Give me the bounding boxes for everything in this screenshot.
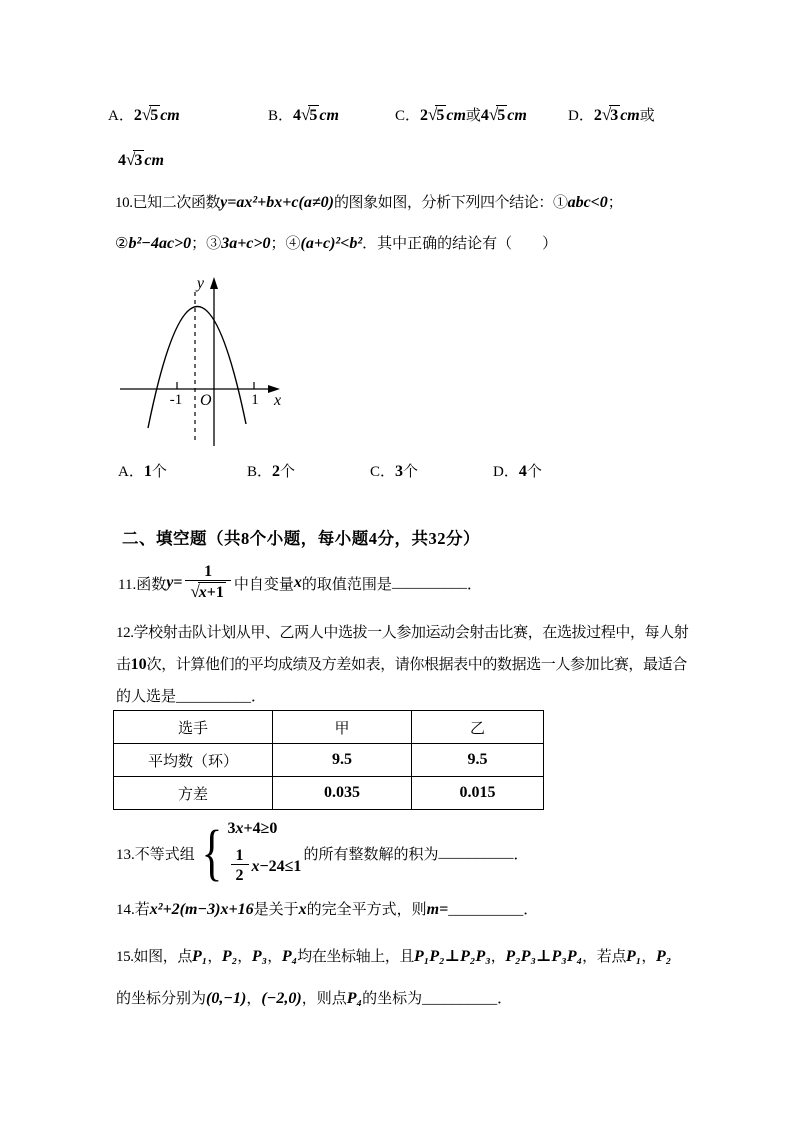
tok-mn: 2 <box>593 107 602 124</box>
tok-cn: 个 <box>280 464 296 480</box>
tok-cn: 或 <box>465 108 481 124</box>
tok-mi: cm <box>160 107 180 124</box>
tok-mn: 10 <box>130 656 147 673</box>
system-line <box>228 847 302 887</box>
tok-bl: __________ <box>176 689 252 705</box>
tok-cn: 击 <box>116 657 131 673</box>
q9-option-a <box>108 104 180 125</box>
q15-stem-line-1 <box>116 945 671 966</box>
tok-cn: 均在坐标轴上，且 <box>297 949 415 965</box>
tok-cn: ，则点 <box>301 991 347 1007</box>
tok-mn: 4 <box>118 152 126 169</box>
tok-mi: cm <box>507 107 527 124</box>
radicand <box>609 105 620 125</box>
tok-mn: 2 <box>420 107 429 124</box>
q10-option-d <box>493 460 542 481</box>
tok-cn: 11.函数 <box>118 576 167 593</box>
tok-mi: cm <box>620 107 640 124</box>
tok-mi: m= <box>426 901 449 918</box>
tok-mi: P₂ <box>221 948 238 965</box>
square-root <box>142 105 160 125</box>
tok-mi: (−2,0) <box>261 990 302 1007</box>
tok-bl: __________ <box>391 574 467 591</box>
radicand <box>496 105 507 125</box>
tok-mi: cm <box>144 152 164 169</box>
tok-mi: cm <box>319 107 339 124</box>
tok-cn: 中自变量 <box>233 576 294 593</box>
tok-cn: 的取值范围是 <box>301 576 392 593</box>
q14-stem <box>116 898 538 919</box>
tok-mi: x <box>235 819 244 837</box>
tok-mn: 2 <box>235 867 244 885</box>
parabola-curve <box>148 306 246 428</box>
q9-option-c <box>395 104 527 125</box>
tok-cn: 或 <box>639 108 655 124</box>
tok-mn: 4 <box>480 107 489 124</box>
tok-cn: 个 <box>151 464 167 480</box>
tok-mn: +4≥0 <box>243 819 278 837</box>
tok-mn: 3 <box>134 152 143 169</box>
tok-mi: y=ax²+bx+c(a≠0) <box>220 194 334 211</box>
cell-player-yi: 乙 <box>412 711 544 744</box>
fraction-numerator <box>231 847 249 865</box>
tok-cn: ， <box>246 991 262 1007</box>
tok-cn: ． <box>497 991 513 1007</box>
tok-cn: ． <box>466 576 482 593</box>
q10-option-c <box>370 460 418 481</box>
tok-mn: 5 <box>150 107 159 124</box>
q10-option-b <box>247 460 295 481</box>
tok-mn: 5 <box>436 107 445 124</box>
radicand <box>198 582 226 602</box>
table-row-header <box>114 711 544 744</box>
inequality-system <box>197 820 302 887</box>
tok-cn: 的完全平方式，则 <box>306 902 427 918</box>
tok-mi: b²−4ac>0 <box>128 235 192 252</box>
y-axis-arrow <box>210 277 218 289</box>
tok-cn: C． <box>370 464 396 480</box>
tok-mi: x <box>298 901 307 918</box>
radical-sign: √ <box>126 150 136 169</box>
cell-mean-label: 平均数（环） <box>114 744 273 777</box>
cell-variance-label: 方差 <box>114 777 273 810</box>
fraction-numerator <box>199 563 217 581</box>
tok-cn: ， <box>267 949 282 965</box>
y-axis-label: y <box>196 275 204 292</box>
tok-cn: 12.学校射击队计划从甲、乙两人中选拔一人参加运动会射击比赛，在选拔过程中，每人射 <box>116 625 689 641</box>
tok-mi: abc<0 <box>567 194 608 211</box>
tok-mi: P₄ <box>346 990 363 1007</box>
q10-stem-line-1 <box>115 191 622 212</box>
tok-cn: 14.若 <box>116 902 150 918</box>
shooting-stats-table <box>113 710 544 810</box>
q12-stem-line-1 <box>116 621 688 642</box>
cell-mean-yi: 9.5 <box>412 744 544 777</box>
tok-bl: __________ <box>422 991 498 1007</box>
q9-option-b <box>268 104 339 125</box>
tick-label-neg-1: -1 <box>169 392 183 408</box>
tok-cn: 的图象如图，分析下列四个结论：① <box>333 195 568 211</box>
radical-sign: √ <box>488 105 499 124</box>
tok-mi: P₂ <box>655 948 672 965</box>
q12-stem-line-3 <box>116 685 266 706</box>
tok-bl: __________ <box>448 902 524 918</box>
tok-cn: A． <box>118 464 144 480</box>
tok-mi: P₄ <box>281 948 298 965</box>
radical-sign: √ <box>301 105 311 124</box>
tok-mn: 2 <box>272 463 281 480</box>
radicand <box>133 150 144 170</box>
tok-mi: cm <box>446 107 466 124</box>
tok-cn: ；③ <box>191 236 222 252</box>
parabola-figure <box>118 272 290 458</box>
tok-mn: 4 <box>518 463 527 480</box>
tok-cn: 的坐标分别为 <box>116 991 207 1007</box>
q9-option-d-continued <box>118 150 164 170</box>
tok-cn: ； <box>607 195 623 211</box>
tok-cn: 的人选是 <box>116 689 177 705</box>
tok-mn: = <box>173 574 183 591</box>
q11-stem <box>118 556 482 610</box>
tok-cn: 个 <box>526 464 542 480</box>
tok-cn: 13.不等式组 <box>116 846 195 863</box>
table-row-variance <box>114 777 544 810</box>
tok-cn: ． <box>513 846 529 863</box>
square-root <box>301 105 319 125</box>
radicand <box>308 105 319 125</box>
square-root <box>190 582 225 602</box>
tok-mn: 3 <box>227 819 236 837</box>
tok-mn: 5 <box>309 107 318 124</box>
tok-mi: x <box>198 584 207 602</box>
tok-cn: ， <box>490 949 506 965</box>
tok-cn: ，若点 <box>582 949 626 965</box>
tok-mn: 4 <box>293 107 302 124</box>
tok-cn: 的所有整数解的积为 <box>303 846 439 863</box>
tok-mn: 1 <box>204 562 213 580</box>
tok-mi: x <box>293 574 302 591</box>
tok-mi: P₁ <box>625 948 642 965</box>
tok-cn: A． <box>108 108 134 124</box>
fraction <box>231 847 249 887</box>
square-root <box>428 105 446 125</box>
tok-cn: B． <box>247 464 273 480</box>
tok-cn: ， <box>237 949 252 965</box>
x-axis-label: x <box>274 392 282 409</box>
tok-mi: (a+c)²<b² <box>300 235 363 252</box>
left-brace: { <box>201 818 223 887</box>
q13-stem <box>116 817 528 889</box>
tok-mi: (0,−1) <box>206 990 247 1007</box>
cell-player-label: 选手 <box>114 711 273 744</box>
tok-cn: 的坐标为 <box>362 991 423 1007</box>
tok-mn: 3 <box>610 107 619 124</box>
q9-option-d <box>568 104 655 125</box>
origin-label: O <box>200 392 212 409</box>
tok-cn: 个 <box>403 464 419 480</box>
tok-mi: P₁P₂⊥P₂P₃ <box>414 948 491 965</box>
cell-variance-yi: 0.015 <box>412 777 544 810</box>
tok-cn: D． <box>493 464 519 480</box>
tok-cn: ， <box>207 949 222 965</box>
cell-variance-jia: 0.035 <box>273 777 412 810</box>
tok-mi: P₁ <box>191 948 208 965</box>
tok-mi: P₃ <box>251 948 268 965</box>
radical-sign: √ <box>190 582 200 602</box>
tok-mn: 5 <box>497 107 506 124</box>
tok-mn: 1 <box>143 463 152 480</box>
tok-cn: ． <box>523 902 539 918</box>
radicand <box>149 105 160 125</box>
tok-cn: C． <box>395 108 421 124</box>
tok-mn: 3 <box>395 463 404 480</box>
tok-mi: P₂P₃⊥P₃P₄ <box>505 948 583 965</box>
tok-bl: __________ <box>438 844 514 861</box>
tok-mn: −24≤1 <box>259 857 302 875</box>
system-line <box>228 820 278 838</box>
square-root <box>489 105 507 125</box>
section-2-header: 二、填空题（共8个小题，每小题4分，共32分） <box>122 529 480 548</box>
tok-cn: ；④ <box>270 236 301 252</box>
tok-cn: ② <box>115 236 129 252</box>
tok-mi: 3a+c>0 <box>221 235 271 252</box>
tok-cn: ． <box>251 689 267 705</box>
tok-mn: +1 <box>206 584 224 602</box>
tok-cn: 次，计算他们的平均成绩及方差如表，请你根据表中的数据选一人参加比赛，最适合 <box>146 657 687 673</box>
tok-cn: D． <box>568 108 594 124</box>
fraction <box>185 563 230 603</box>
table-row-mean <box>114 744 544 777</box>
tok-cn: ， <box>641 949 656 965</box>
tok-mi: x²+2(m−3)x+16 <box>149 901 254 918</box>
radical-sign: √ <box>141 105 152 124</box>
q12-stem-line-2 <box>116 653 687 674</box>
q15-stem-line-2 <box>116 987 512 1008</box>
cell-mean-jia: 9.5 <box>273 744 412 777</box>
radicand <box>435 105 446 125</box>
tok-cn: 10.已知二次函数 <box>115 195 221 211</box>
tok-cn: B． <box>268 108 294 124</box>
cell-player-jia: 甲 <box>273 711 412 744</box>
tok-mn: 1 <box>235 846 244 864</box>
radical-sign: √ <box>428 105 438 124</box>
fraction-denominator <box>185 580 230 603</box>
square-root <box>126 150 144 170</box>
square-root <box>602 105 620 125</box>
fraction-denominator <box>231 864 249 886</box>
tick-label-pos-1: 1 <box>251 392 259 408</box>
tok-mi: y <box>166 574 174 591</box>
tok-cn: 15.如图，点 <box>116 949 192 965</box>
q10-stem-line-2 <box>115 232 557 253</box>
system-lines <box>228 820 302 887</box>
radical-sign: √ <box>601 105 612 124</box>
tok-cn: 是关于 <box>253 902 299 918</box>
tok-mn: 2 <box>133 107 142 124</box>
tok-cn: ．其中正确的结论有（ ） <box>362 236 558 252</box>
tok-mi: x <box>251 857 260 875</box>
q10-option-a <box>118 460 167 481</box>
